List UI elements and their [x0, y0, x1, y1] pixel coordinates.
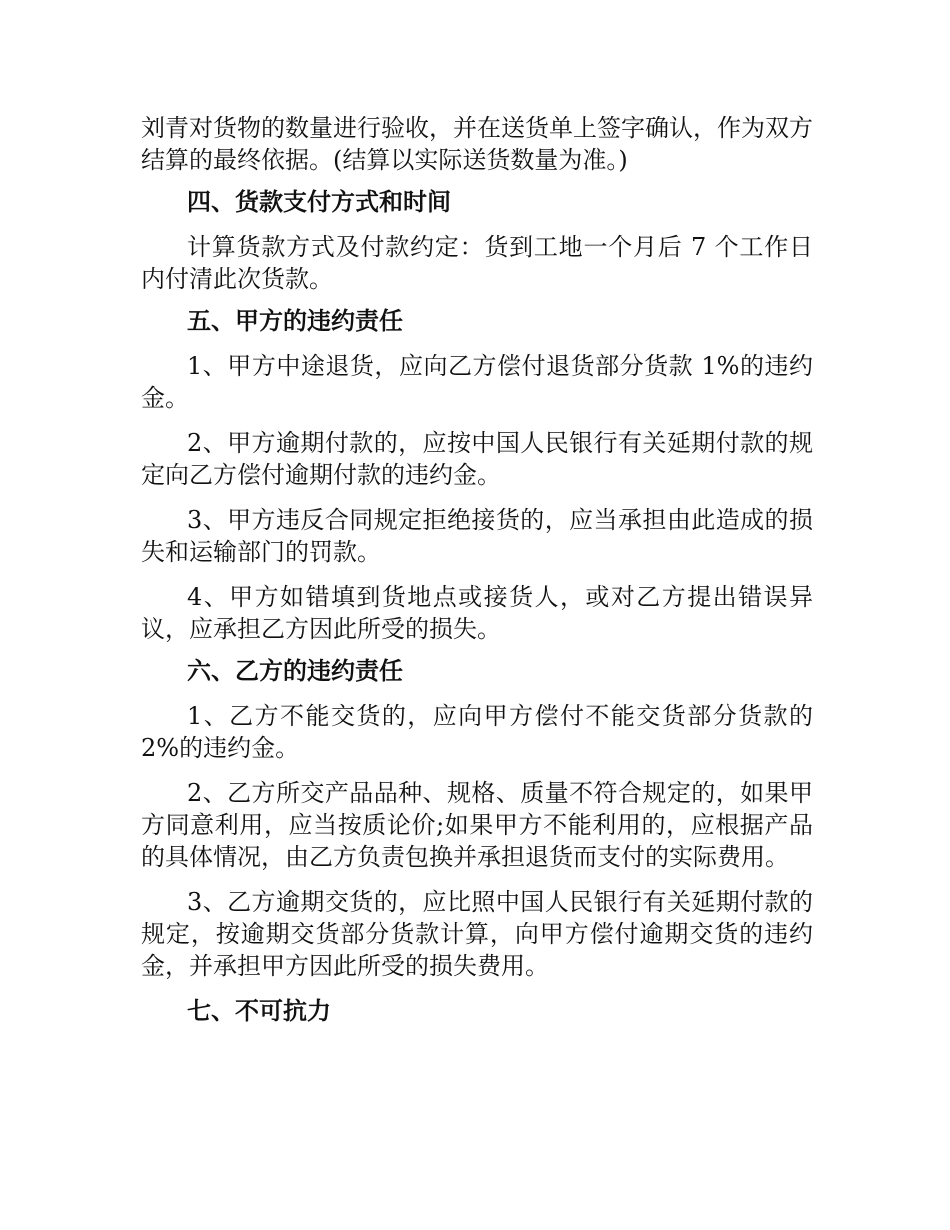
paragraph-party-a-item-4: 4、甲方如错填到货地点或接货人，或对乙方提出错误异议，应承担乙方因此所受的损失。 — [141, 583, 813, 643]
heading-party-a-liability: 五、甲方的违约责任 — [187, 307, 403, 335]
paragraph-party-a-item-2: 2、甲方逾期付款的，应按中国人民银行有关延期付款的规定向乙方偿付逾期付款的违约金。 — [141, 429, 813, 489]
paragraph-party-a-item-1: 1、甲方中途退货，应向乙方偿付退货部分货款 1%的违约金。 — [141, 352, 813, 412]
paragraph-party-a-item-3: 3、甲方违反合同规定拒绝接货的，应当承担由此造成的损失和运输部门的罚款。 — [141, 506, 813, 566]
document-page — [141, 112, 813, 1027]
paragraph-payment-terms: 计算货款方式及付款约定：货到工地一个月后 7 个工作日内付清此次货款。 — [141, 233, 813, 293]
heading-force-majeure: 七、不可抗力 — [187, 997, 331, 1025]
paragraph-party-b-item-2: 2、乙方所交产品品种、规格、质量不符合规定的，如果甲方同意利用，应当按质论价;如果甲方不能利用的，应根据产品的具体情况，由乙方负责包换并承担退货而支付的实际费用。 — [141, 779, 813, 871]
paragraph-acceptance: 刘青对货物的数量进行验收，并在送货单上签字确认，作为双方结算的最终依据。(结算以实际送货数量为准。) — [141, 114, 813, 174]
heading-party-b-liability: 六、乙方的违约责任 — [187, 657, 403, 685]
paragraph-party-b-item-3: 3、乙方逾期交货的，应比照中国人民银行有关延期付款的规定，按逾期交货部分货款计算，向甲方偿付逾期交货的违约金，并承担甲方因此所受的损失费用。 — [141, 888, 813, 980]
paragraph-party-b-item-1: 1、乙方不能交货的，应向甲方偿付不能交货部分货款的2%的违约金。 — [141, 702, 813, 762]
heading-payment-method: 四、货款支付方式和时间 — [187, 188, 451, 216]
